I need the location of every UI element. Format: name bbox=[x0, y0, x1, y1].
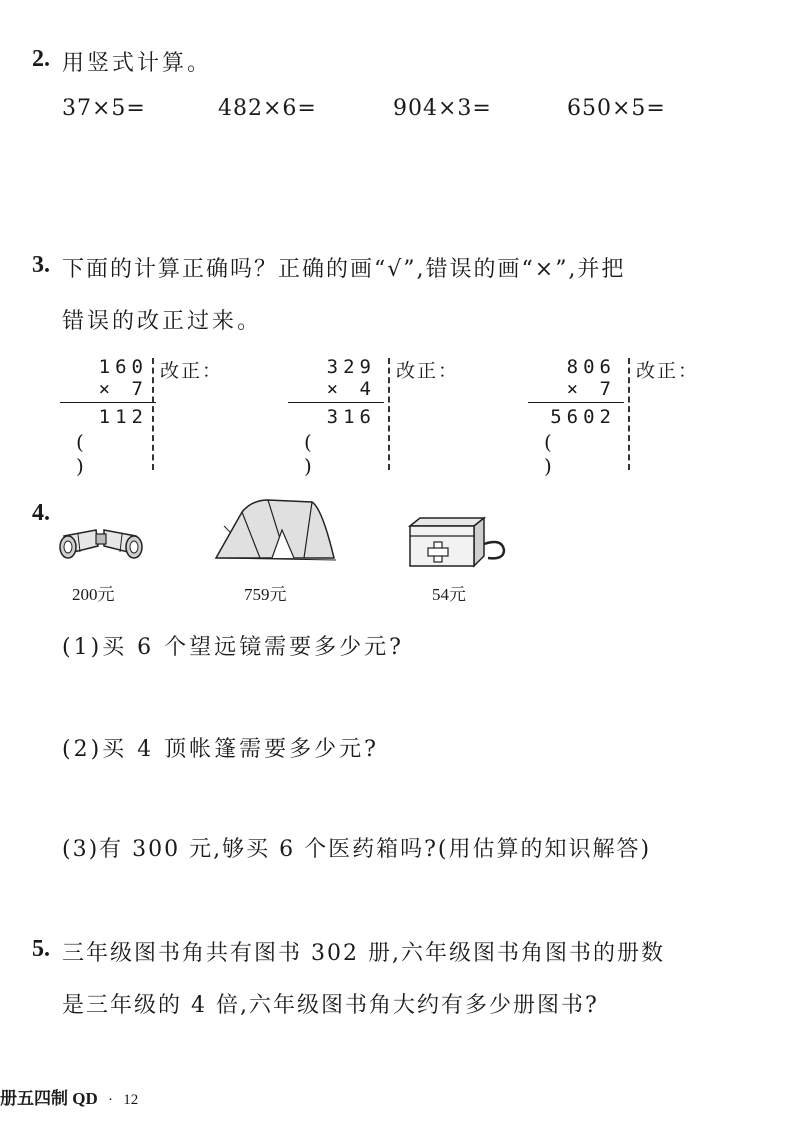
question-4-part-3: (3)有 300 元,够买 6 个医药箱吗?(用估算的知识解答) bbox=[62, 837, 652, 862]
vertical-calculation-3 bbox=[528, 356, 628, 478]
multiplier: × 7 bbox=[566, 378, 616, 400]
question-5-line-1: 三年级图书角共有图书 302 册,六年级图书角图书的册数 bbox=[62, 941, 665, 966]
tent-price: 759元 bbox=[244, 585, 287, 604]
result: 112 bbox=[98, 406, 148, 428]
question-3-line-2: 错误的改正过来。 bbox=[62, 309, 263, 334]
result: 5602 bbox=[550, 406, 616, 428]
binoculars-price: 200元 bbox=[72, 585, 115, 604]
footer-dot: · bbox=[108, 1092, 113, 1108]
calculation-line bbox=[528, 402, 624, 403]
expression-2: 482×6= bbox=[218, 96, 317, 121]
expression-4: 650×5= bbox=[567, 96, 666, 121]
question-4-part-1: (1)买 6 个望远镜需要多少元? bbox=[62, 635, 404, 660]
question-4-part-2: (2)买 4 顶帐篷需要多少元? bbox=[62, 737, 379, 762]
question-5-line-2: 是三年级的 4 倍,六年级图书角大约有多少册图书? bbox=[62, 993, 599, 1018]
calculation-line bbox=[288, 402, 384, 403]
question-3-line-1: 下面的计算正确吗？正确的画“√”,错误的画“×”,并把 bbox=[62, 257, 626, 282]
multiplicand: 329 bbox=[326, 356, 376, 378]
question-3-number: 3. bbox=[32, 252, 50, 278]
question-4-number: 4. bbox=[32, 500, 50, 526]
vertical-calculation-2 bbox=[288, 356, 388, 478]
calculation-line bbox=[60, 402, 156, 403]
multiplier: × 4 bbox=[326, 378, 376, 400]
tent-icon bbox=[212, 496, 340, 570]
dashed-divider bbox=[388, 358, 390, 470]
question-2-text: 用竖式计算。 bbox=[62, 51, 213, 76]
first-aid-kit-price: 54元 bbox=[432, 585, 466, 604]
multiplier: × 7 bbox=[98, 378, 148, 400]
page-footer bbox=[0, 1084, 138, 1109]
page-number: 12 bbox=[123, 1092, 139, 1108]
vertical-calculation-1 bbox=[60, 356, 160, 478]
dashed-divider bbox=[628, 358, 630, 470]
expression-3: 904×3= bbox=[393, 96, 492, 121]
correction-label: 改正： bbox=[396, 360, 460, 382]
correction-label: 改正： bbox=[636, 360, 700, 382]
result: 316 bbox=[326, 406, 376, 428]
multiplicand: 806 bbox=[566, 356, 616, 378]
footer-text: 册五四制 QD bbox=[0, 1089, 98, 1108]
answer-parentheses[interactable]: ( ) bbox=[544, 430, 582, 478]
dashed-divider bbox=[152, 358, 154, 470]
correction-label: 改正： bbox=[160, 360, 224, 382]
expression-1: 37×5= bbox=[62, 96, 146, 121]
answer-parentheses[interactable]: ( ) bbox=[76, 430, 114, 478]
binoculars-icon bbox=[58, 522, 144, 566]
question-5-number: 5. bbox=[32, 936, 50, 962]
question-2-number: 2. bbox=[32, 46, 50, 72]
multiplicand: 160 bbox=[98, 356, 148, 378]
answer-parentheses[interactable]: ( ) bbox=[304, 430, 342, 478]
first-aid-kit-icon bbox=[404, 514, 514, 574]
